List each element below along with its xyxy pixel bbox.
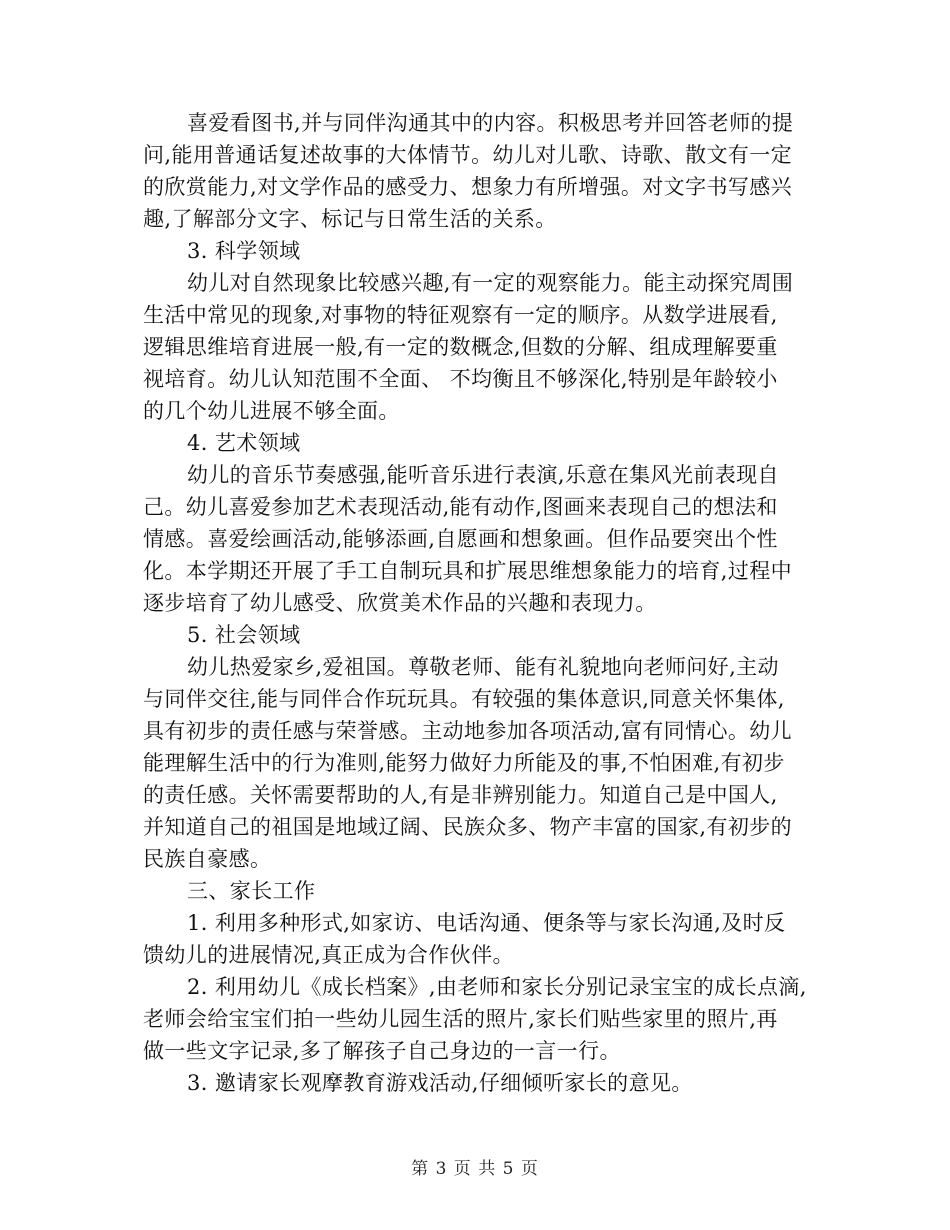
paragraph-society bbox=[143, 651, 808, 875]
text-line: 情感。喜爱绘画活动,能够添画,自愿画和想象画。但作品要突出个性 bbox=[143, 527, 778, 551]
section-heading: 4. 艺术领域 bbox=[187, 431, 301, 455]
paragraph-parents-item-3 bbox=[143, 1067, 808, 1099]
text-line: 喜爱看图书,并与同伴沟通其中的内容。积极思考并回答老师的提 bbox=[187, 111, 794, 135]
text-line: 2. 利用幼儿《成长档案》,由老师和家长分别记录宝宝的成长点滴, bbox=[187, 975, 807, 999]
text-line: 的几个幼儿进展不够全面。 bbox=[143, 399, 400, 423]
paragraph-science bbox=[143, 267, 808, 427]
section-heading: 3. 科学领域 bbox=[187, 239, 301, 263]
section-heading-science bbox=[143, 235, 808, 267]
paragraph-art bbox=[143, 459, 808, 619]
text-line: 能理解生活中的行为准则,能努力做好力所能及的事,不怕困难,有初步 bbox=[143, 751, 785, 775]
text-line: 生活中常见的现象,对事物的特征观察有一定的顺序。从数学进展看, bbox=[143, 303, 778, 327]
text-line: 逻辑思维培育进展一般,有一定的数概念,但数的分解、组成理解要重 bbox=[143, 335, 778, 359]
text-line: 趣,了解部分文字、标记与日常生活的关系。 bbox=[143, 207, 557, 231]
page-number-footer: 第 3 页 共 5 页 bbox=[411, 1159, 539, 1179]
text-line: 老师会给宝宝们拍一些幼儿园生活的照片,家长们贴些家里的照片,再 bbox=[143, 1007, 778, 1031]
section-heading: 三、家长工作 bbox=[187, 879, 316, 903]
text-line: 问,能用普通话复述故事的大体情节。幼儿对儿歌、诗歌、散文有一定 bbox=[143, 143, 793, 167]
paragraph-language-summary bbox=[143, 107, 808, 235]
text-line: 3. 邀请家长观摩教育游戏活动,仔细倾听家长的意见。 bbox=[187, 1071, 693, 1095]
text-line: 民族自豪感。 bbox=[143, 847, 272, 871]
paragraph-parents-item-1 bbox=[143, 907, 808, 971]
text-line: 具有初步的责任感与荣誉感。主动地参加各项活动,富有同情心。幼儿 bbox=[143, 719, 793, 743]
text-line: 的欣赏能力,对文学作品的感受力、想象力有所增强。对文字书写感兴 bbox=[143, 175, 793, 199]
section-heading: 5. 社会领域 bbox=[187, 623, 301, 647]
text-line: 并知道自己的祖国是地域辽阔、民族众多、物产丰富的国家,有初步的 bbox=[143, 815, 793, 839]
paragraph-parents-item-2 bbox=[143, 971, 808, 1067]
text-line: 的责任感。关怀需要帮助的人,有是非辨别能力。知道自己是中国人, bbox=[143, 783, 778, 807]
text-line: 化。本学期还开展了手工自制玩具和扩展思维想象能力的培育,过程中 bbox=[143, 559, 793, 583]
text-line: 己。幼儿喜爱参加艺术表现活动,能有动作,图画来表现自己的想法和 bbox=[143, 495, 778, 519]
text-line: 幼儿的音乐节奏感强,能听音乐进行表演,乐意在集风光前表现自 bbox=[187, 463, 779, 487]
section-heading-art bbox=[143, 427, 808, 459]
text-line: 视培育。幼儿认知范围不全面、 不均衡且不够深化,特别是年龄较小 bbox=[143, 367, 778, 391]
document-body bbox=[143, 107, 808, 1099]
text-line: 逐步培育了幼儿感受、欣赏美术作品的兴趣和表现力。 bbox=[143, 591, 657, 615]
text-line: 1. 利用多种形式,如家访、电话沟通、便条等与家长沟通,及时反 bbox=[187, 911, 786, 935]
text-line: 与同伴交往,能与同伴合作玩玩具。有较强的集体意识,同意关怀集体, bbox=[143, 687, 785, 711]
section-heading-society bbox=[143, 619, 808, 651]
section-heading-parents bbox=[143, 875, 808, 907]
text-line: 幼儿热爱家乡,爱祖国。尊敬老师、能有礼貌地向老师问好,主动 bbox=[187, 655, 779, 679]
text-line: 幼儿对自然现象比较感兴趣,有一定的观察能力。能主动探究周围 bbox=[187, 271, 794, 295]
text-line: 做一些文字记录,多了解孩子自己身边的一言一行。 bbox=[143, 1039, 621, 1063]
text-line: 馈幼儿的进展情况,真正成为合作伙伴。 bbox=[143, 943, 514, 967]
